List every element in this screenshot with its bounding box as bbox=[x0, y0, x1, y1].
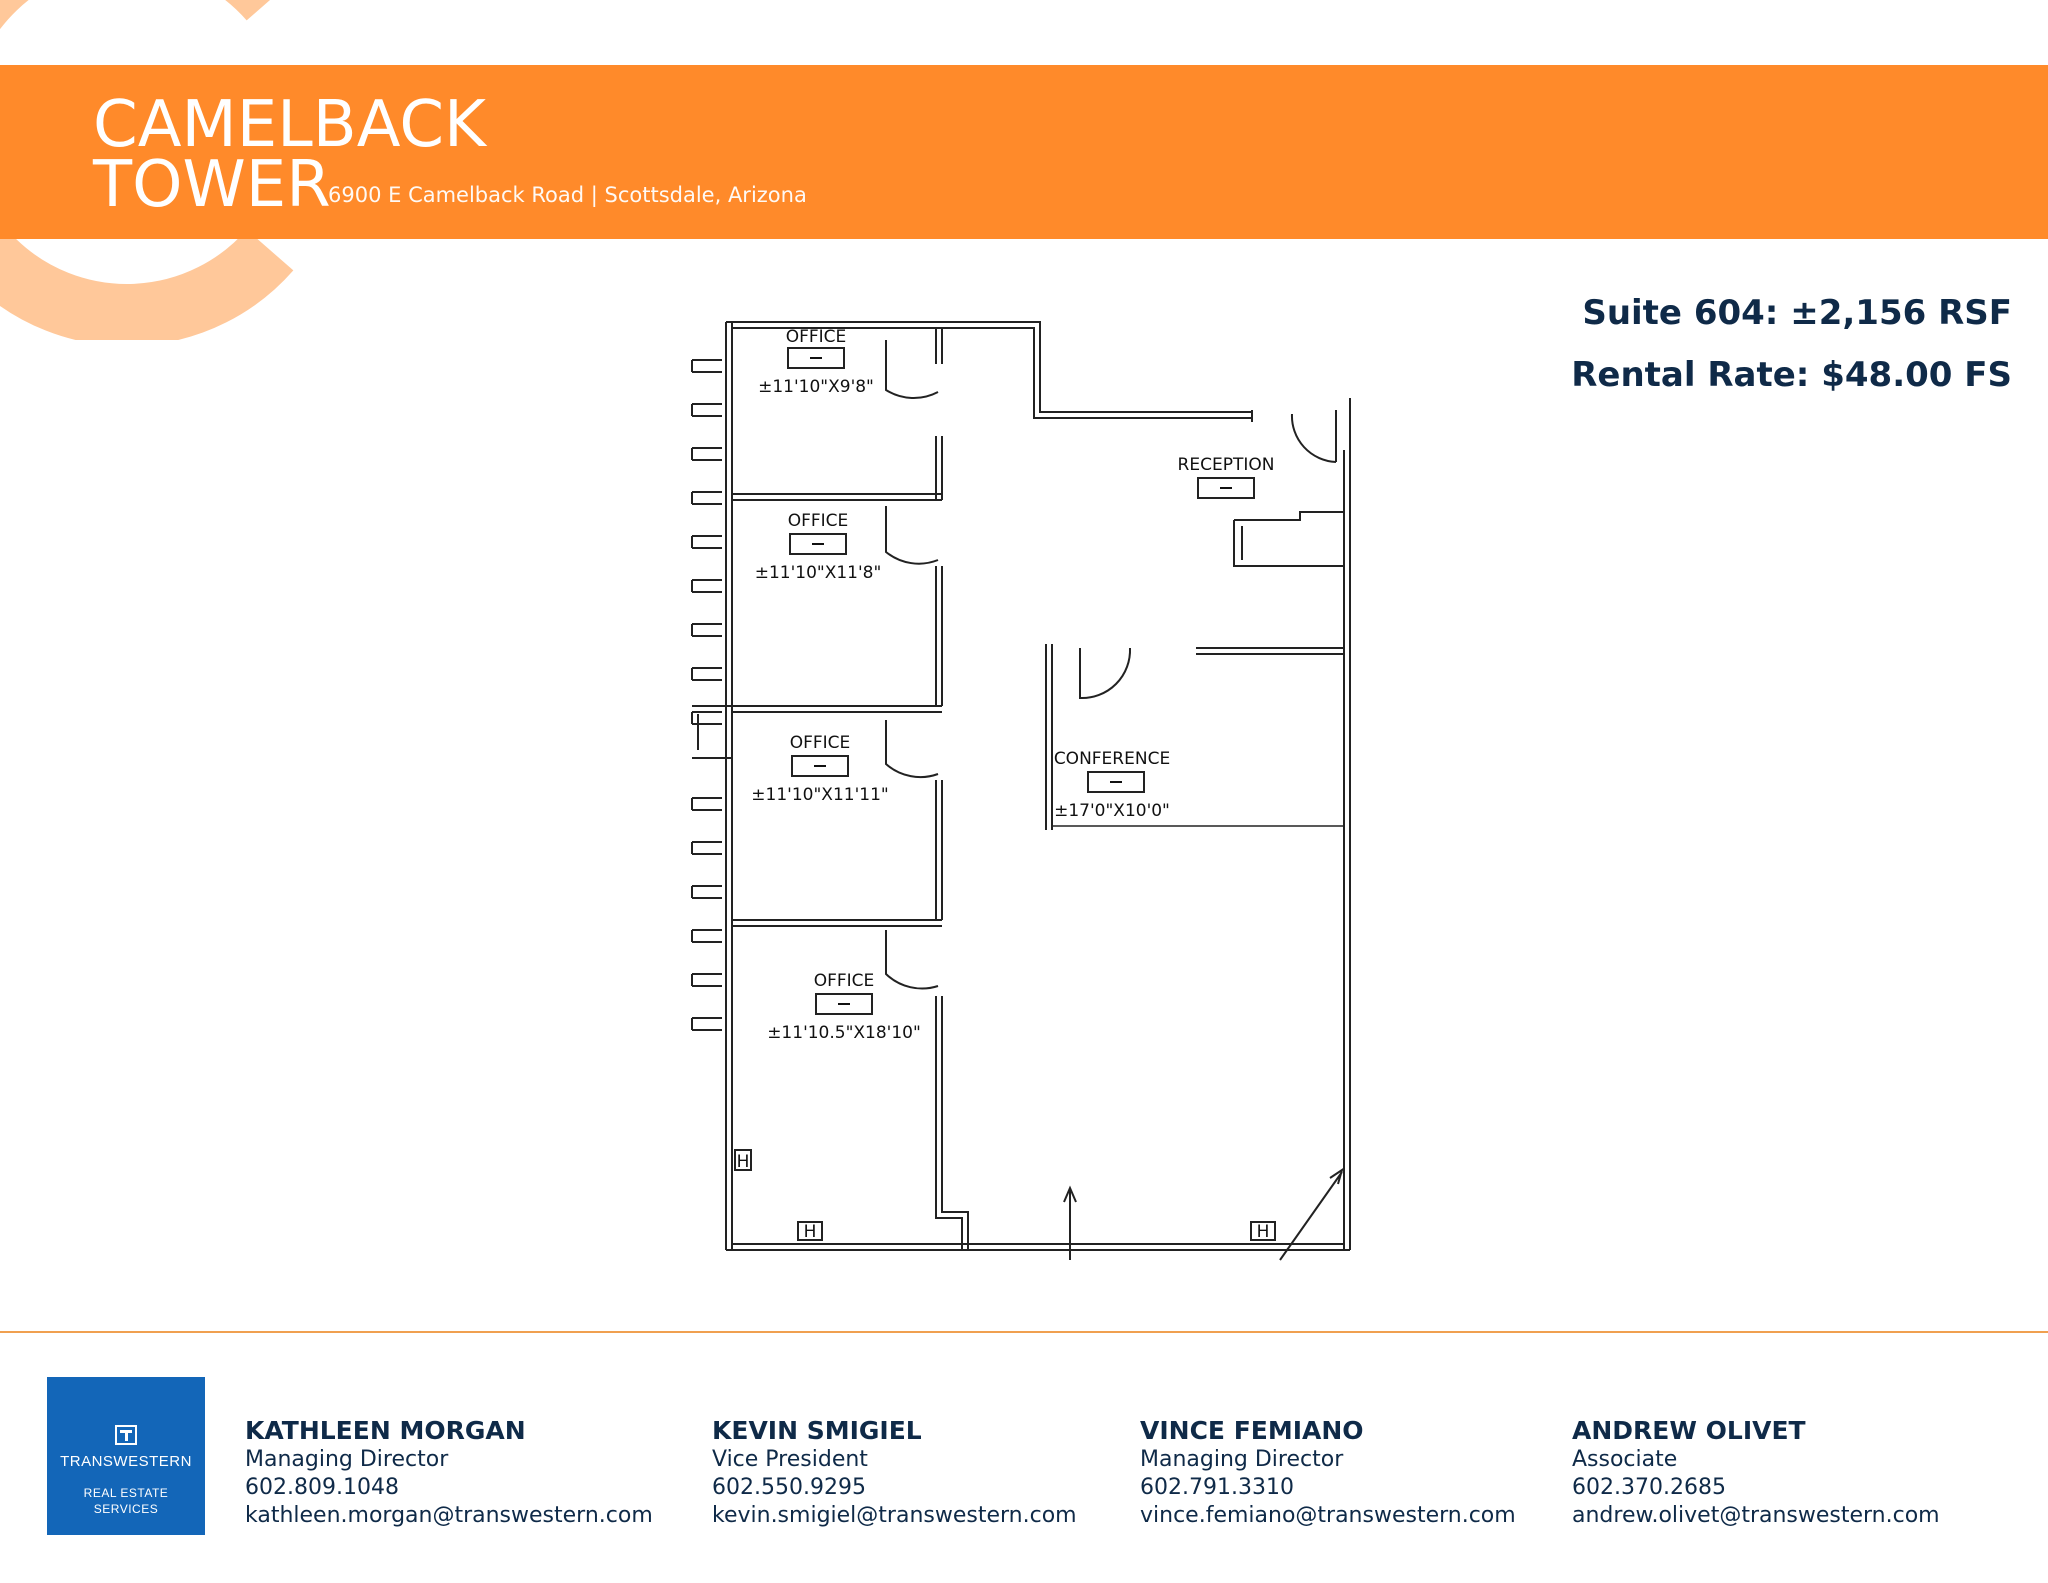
contact-name: KEVIN SMIGIEL bbox=[712, 1416, 922, 1445]
logo-sub-line1: REAL ESTATE bbox=[83, 1486, 169, 1500]
room-label: CONFERENCE bbox=[1053, 749, 1171, 769]
contact-card bbox=[712, 1416, 1077, 1530]
transwestern-logo bbox=[47, 1377, 205, 1535]
footer-divider bbox=[0, 1331, 2048, 1333]
building-title-line1: CAMELBACK bbox=[93, 88, 486, 162]
contact-title: Vice President bbox=[712, 1447, 868, 1472]
room-label: OFFICE bbox=[813, 971, 875, 991]
room-dims: ±11'10"X11'11" bbox=[751, 785, 889, 805]
contact-email[interactable]: vince.femiano@transwestern.com bbox=[1140, 1503, 1516, 1528]
contact-title: Associate bbox=[1572, 1447, 1678, 1472]
rental-rate: Rental Rate: $48.00 FS bbox=[1571, 355, 2012, 395]
contact-title: Managing Director bbox=[1140, 1447, 1344, 1472]
contact-phone[interactable]: 602.809.1048 bbox=[245, 1475, 399, 1500]
room-dims: ±11'10.5"X18'10" bbox=[767, 1023, 921, 1043]
h-marker: H bbox=[1256, 1222, 1270, 1242]
room-dims: ±11'10"X11'8" bbox=[754, 563, 882, 583]
room-label: OFFICE bbox=[785, 327, 847, 347]
logo-name: TRANSWESTERN bbox=[60, 1453, 192, 1470]
floor-plan bbox=[686, 310, 1366, 1270]
contact-email[interactable]: kevin.smigiel@transwestern.com bbox=[712, 1503, 1077, 1528]
logo-sub-line2: SERVICES bbox=[93, 1502, 159, 1516]
room-label: OFFICE bbox=[789, 733, 851, 753]
suite-size: Suite 604: ±2,156 RSF bbox=[1582, 293, 2012, 333]
contact-name: VINCE FEMIANO bbox=[1140, 1416, 1364, 1445]
logo-subtitle bbox=[47, 1485, 205, 1517]
building-address: 6900 E Camelback Road | Scottsdale, Arizona bbox=[328, 183, 807, 207]
contact-title: Managing Director bbox=[245, 1447, 449, 1472]
contact-card bbox=[1572, 1416, 1940, 1530]
contact-card bbox=[245, 1416, 653, 1530]
contact-name: ANDREW OLIVET bbox=[1572, 1416, 1806, 1445]
contact-phone[interactable]: 602.550.9295 bbox=[712, 1475, 866, 1500]
contact-phone[interactable]: 602.791.3310 bbox=[1140, 1475, 1294, 1500]
room-label: OFFICE bbox=[787, 511, 849, 531]
h-marker: H bbox=[803, 1222, 817, 1242]
contact-name: KATHLEEN MORGAN bbox=[245, 1416, 526, 1445]
room-dims: ±11'10"X9'8" bbox=[758, 377, 874, 397]
room-dims: ±17'0"X10'0" bbox=[1054, 801, 1170, 821]
building-title-line2: TOWER bbox=[93, 148, 331, 222]
room-label: RECEPTION bbox=[1177, 455, 1275, 475]
h-marker: H bbox=[736, 1152, 750, 1172]
header-banner bbox=[0, 65, 2048, 239]
contact-card bbox=[1140, 1416, 1516, 1530]
contact-email[interactable]: kathleen.morgan@transwestern.com bbox=[245, 1503, 653, 1528]
transwestern-t-icon bbox=[115, 1425, 137, 1445]
contact-email[interactable]: andrew.olivet@transwestern.com bbox=[1572, 1503, 1940, 1528]
suite-info bbox=[1571, 282, 2012, 406]
contact-phone[interactable]: 602.370.2685 bbox=[1572, 1475, 1726, 1500]
